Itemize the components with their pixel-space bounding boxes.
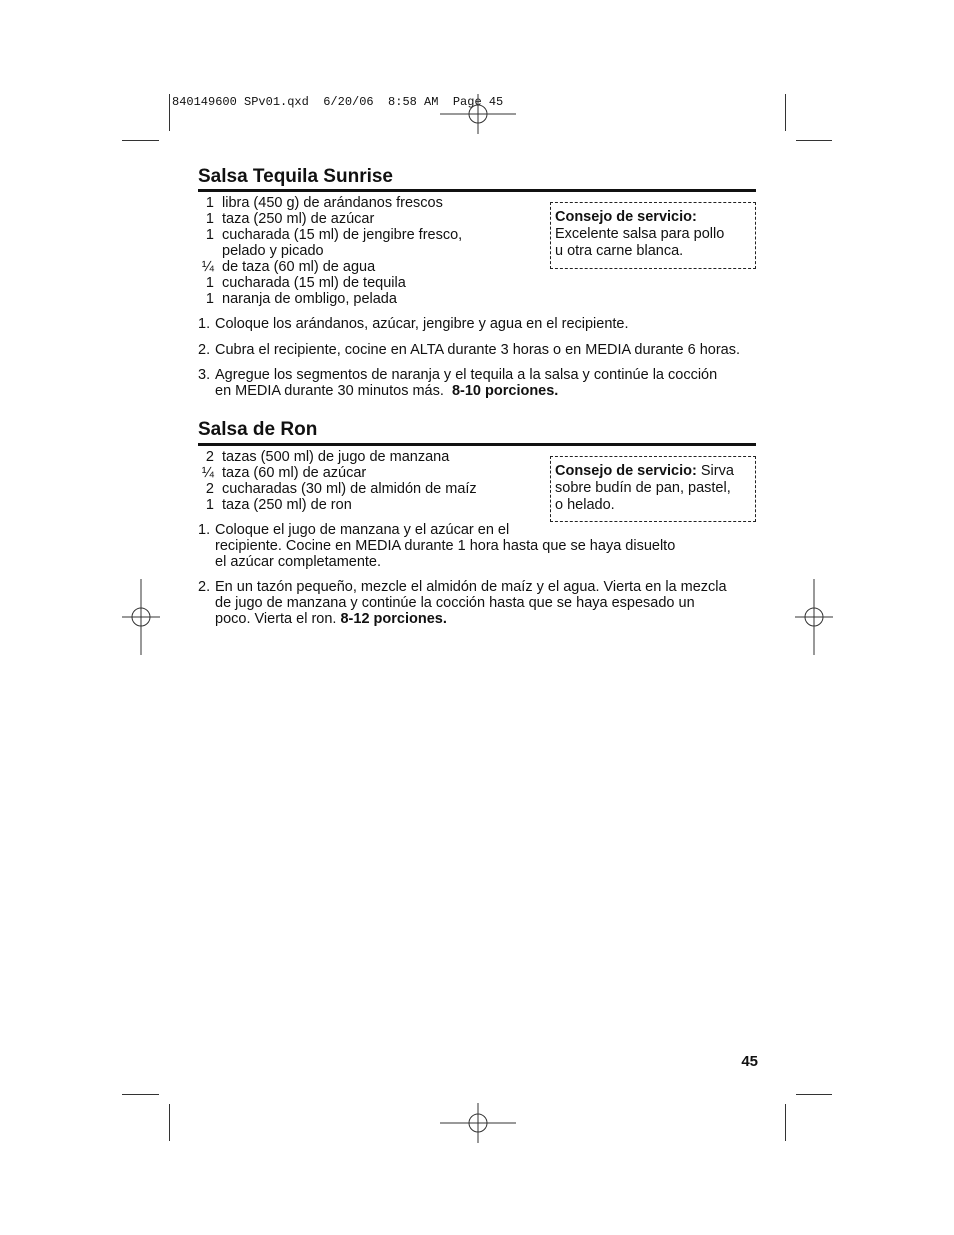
yield-label: 8-12 porciones. <box>340 611 447 627</box>
tip-label: Consejo de servicio: <box>555 209 697 225</box>
instruction-step: 1. Coloque los arándanos, azúcar, jengibre y agua en el recipiente. <box>198 316 629 332</box>
serving-tip-box <box>550 202 756 269</box>
instruction-step: 3. Agregue los segmentos de naranja y el tequila a la salsa y continúe la cocción en MEDIA durante 30 minutos más. 8-10 porciones. <box>198 367 718 399</box>
ingredient-row: 1 taza (250 ml) de azúcar <box>205 211 375 227</box>
ingredient-row: ¼ taza (60 ml) de azúcar <box>201 465 367 481</box>
ingredient-row: 2 tazas (500 ml) de jugo de manzana <box>205 449 450 465</box>
registration-mark-left-icon <box>122 579 160 655</box>
serving-tip-box <box>550 456 756 522</box>
tip-text: u otra carne blanca. <box>555 243 684 259</box>
ingredient-row: ¼ de taza (60 ml) de agua <box>201 259 376 275</box>
tip-text: sobre budín de pan, pastel, <box>555 480 731 496</box>
registration-mark-top-icon <box>440 94 516 134</box>
registration-mark-right-icon <box>795 579 833 655</box>
yield-label: 8-10 porciones. <box>451 383 559 399</box>
instruction-step: 2. Cubra el recipiente, cocine en ALTA durante 3 horas o en MEDIA durante 6 horas. <box>198 342 741 358</box>
ingredient-row: 1 naranja de ombligo, pelada <box>205 291 397 307</box>
ingredient-list <box>198 195 538 307</box>
instruction-step: 1. Coloque el jugo de manzana y el azúcar en el recipiente. Cocine en MEDIA durante 1 hora hasta que se haya disuelto el azúcar completamente. <box>198 522 676 570</box>
tip-text: o helado. <box>555 497 615 513</box>
ingredient-row: 2 cucharadas (30 ml) de almidón de maíz <box>205 481 477 497</box>
ingredient-row: 1 taza (250 ml) de ron <box>205 497 352 513</box>
tip-label: Consejo de servicio: <box>555 463 697 479</box>
ingredient-list <box>198 449 538 513</box>
title-rule <box>198 443 756 446</box>
registration-mark-bottom-icon <box>440 1103 516 1143</box>
recipe-title-salsa-de-ron: Salsa de Ron <box>198 419 318 440</box>
title-rule <box>198 189 756 192</box>
ingredient-row: 1 cucharada (15 ml) de jengibre fresco, <box>205 227 463 243</box>
slug-line: 840149600 SPv01.qxd 6/20/06 8:58 AM Page 45 <box>172 95 504 109</box>
ingredient-row: 1 cucharada (15 ml) de tequila <box>205 275 406 291</box>
recipe-title-tequila-sunrise: Salsa Tequila Sunrise <box>198 166 394 187</box>
ingredient-row: pelado y picado <box>222 243 324 259</box>
tip-text: Sirva <box>700 463 734 479</box>
tip-text: Excelente salsa para pollo <box>555 226 725 242</box>
instruction-step: 2. En un tazón pequeño, mezcle el almidón de maíz y el agua. Vierta en la mezcla de jugo de manzana y continúe la cocción hasta que se haya espesado un poco. Vierta el ron. 8-12 porciones. <box>198 579 727 627</box>
ingredient-row: 1 libra (450 g) de arándanos frescos <box>205 195 443 211</box>
page-number: 45 <box>741 1053 758 1070</box>
